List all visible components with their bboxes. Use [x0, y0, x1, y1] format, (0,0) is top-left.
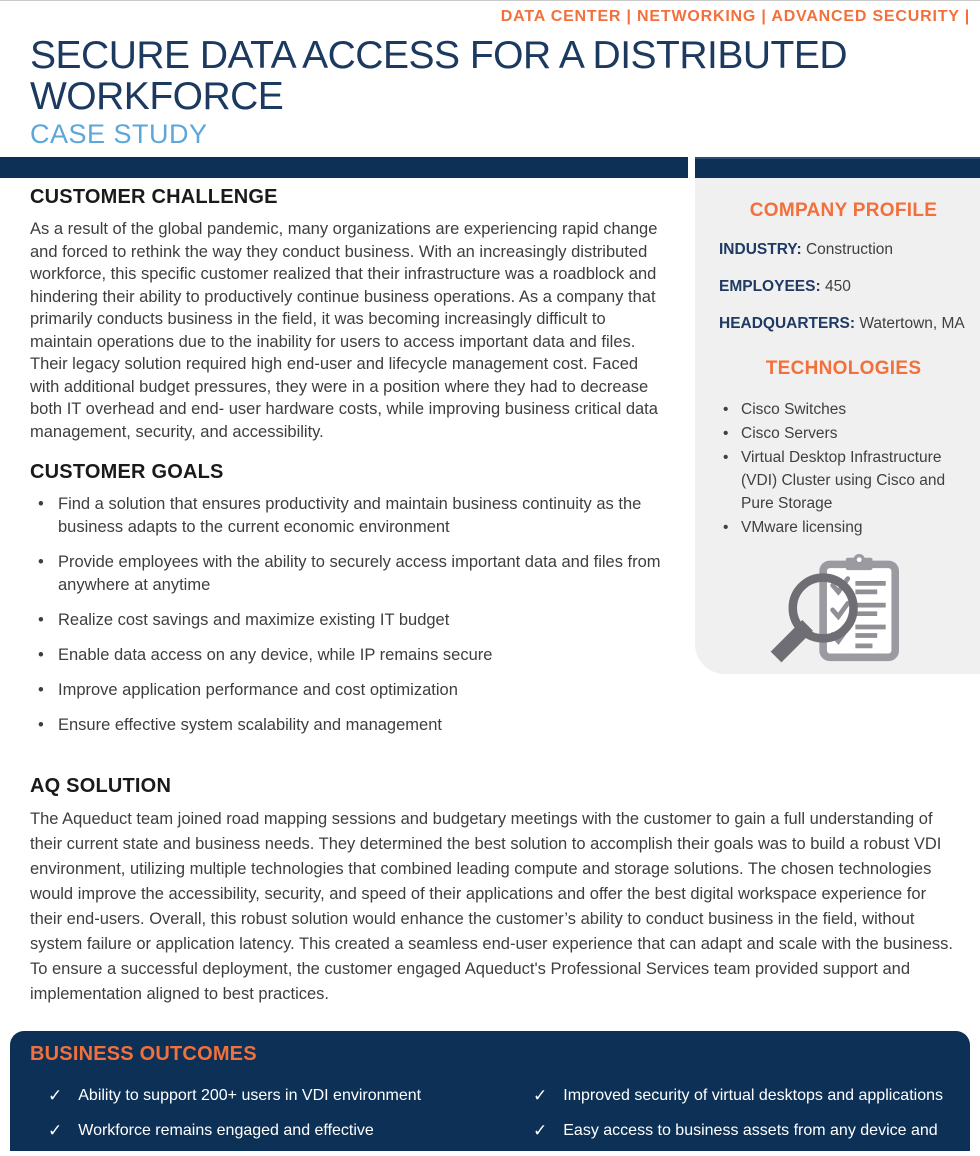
- divider-bar-right-segment: [695, 157, 980, 178]
- divider-bar: [0, 157, 980, 178]
- check-icon: ✓: [48, 1121, 63, 1141]
- profile-field-industry: [719, 240, 968, 260]
- goal-item: • Find a solution that ensures productivity and maintain business continuity as the business adapts to the current economic environment: [30, 493, 665, 539]
- left-column: [0, 178, 695, 749]
- outcome-item: [30, 1121, 505, 1141]
- aq-solution-section: [0, 749, 980, 1007]
- clipboard-checklist-magnifier-icon: [768, 650, 920, 667]
- field-label: EMPLOYEES:: [719, 278, 821, 296]
- field-label: INDUSTRY:: [719, 241, 802, 259]
- field-value: Watertown, MA: [859, 315, 965, 333]
- outcome-text: Improved security of virtual desktops and applications: [563, 1087, 943, 1105]
- profile-field-headquarters: [719, 314, 968, 334]
- goal-item: • Enable data access on any device, while IP remains secure: [30, 644, 665, 667]
- customer-goals-section: [30, 461, 665, 737]
- aq-solution-heading: AQ SOLUTION: [30, 775, 172, 798]
- outcome-item: [515, 1121, 950, 1141]
- technology-item: • Cisco Servers: [719, 422, 968, 445]
- main-region: [0, 178, 980, 749]
- profile-field-employees: [719, 277, 968, 297]
- customer-goals-heading: CUSTOMER GOALS: [30, 461, 224, 484]
- outcome-text: Easy access to business assets from any device and: [563, 1122, 938, 1140]
- field-label: HEADQUARTERS:: [719, 315, 856, 333]
- technology-item: • Virtual Desktop Infrastructure (VDI) Cluster using Cisco and Pure Storage: [719, 446, 968, 515]
- goal-item: • Ensure effective system scalability and management: [30, 714, 665, 737]
- company-profile-heading: COMPANY PROFILE: [749, 200, 938, 222]
- business-outcomes-grid: [30, 1086, 950, 1156]
- customer-challenge-heading: CUSTOMER CHALLENGE: [30, 186, 278, 209]
- customer-goals-list: [30, 493, 665, 737]
- technologies-section: [719, 358, 968, 539]
- aq-solution-body: The Aqueduct team joined road mapping sessions and budgetary meetings with the customer to gain a full understanding of their current state and business needs. They determined the best solution to accomplish their goals was to build a robust VDI environment, utilizing multiple technologies that combined leading compute and storage solutions. The chosen technologies would improve the accessibility, security, and speed of their applications and offer the best digital workspace experience for their end-users. Overall, this robust solution would enhance the customer’s ability to conduct business in the field, without system failure or application latency. This created a seamless end-user experience that can adapt and scale with the business. To ensure a successful deployment, the customer engaged Aqueduct's Professional Services team provided support and implementation aligned to best practices.: [30, 810, 953, 1004]
- customer-challenge-body: As a result of the global pandemic, many organizations are experiencing rapid change and forced to rethink the way they conduct business. With an increasingly distributed workforce, this specific customer realized that their infrastructure was a roadblock and hindering their ability to productively continue business operations. As a company that primarily conducts business in the field, it was becoming increasingly difficult to maintain operations due to the inability for users to access important data and files. Their legacy solution required high end-user and lifecycle management cost. Faced with additional budget pressures, they were in a position where they had to decrease both IT overhead and end- user hardware costs, while improving business critical data management, security, and accessibility.: [30, 220, 658, 441]
- goal-item: • Improve application performance and cost optimization: [30, 679, 665, 702]
- top-category-strip: [0, 1, 980, 26]
- goal-item: • Realize cost savings and maximize existing IT budget: [30, 609, 665, 632]
- check-icon: ✓: [533, 1086, 548, 1106]
- technologies-heading: TECHNOLOGIES: [765, 358, 922, 380]
- outcome-text: Workforce remains engaged and effective: [78, 1122, 374, 1140]
- technology-item: • Cisco Switches: [719, 398, 968, 421]
- divider-bar-left-segment: [0, 157, 688, 178]
- page-title: SECURE DATA ACCESS FOR A DISTRIBUTED WORKFORCE: [30, 34, 848, 118]
- business-outcomes-heading: BUSINESS OUTCOMES: [30, 1043, 257, 1066]
- page-subtitle: CASE STUDY: [30, 119, 208, 150]
- category-labels: DATA CENTER | NETWORKING | ADVANCED SECURITY |: [500, 8, 970, 25]
- title-block: [0, 26, 980, 150]
- field-value: Construction: [805, 241, 893, 259]
- sidebar-icon-area: [719, 553, 968, 668]
- outcome-item: [30, 1086, 505, 1106]
- goal-item: • Provide employees with the ability to securely access important data and files from anywhere at anytime: [30, 551, 665, 597]
- field-value: 450: [824, 278, 851, 296]
- business-outcomes-section: [10, 1031, 970, 1151]
- customer-challenge-section: [30, 186, 665, 443]
- outcome-text: Ability to support 200+ users in VDI environment: [78, 1087, 422, 1105]
- technology-item: • VMware licensing: [719, 516, 968, 539]
- technologies-list: [719, 398, 968, 539]
- company-profile-sidebar: [695, 178, 980, 674]
- outcome-item: [515, 1086, 950, 1106]
- check-icon: ✓: [48, 1086, 63, 1106]
- check-icon: ✓: [533, 1121, 548, 1141]
- divider-bar-gap: [688, 157, 695, 178]
